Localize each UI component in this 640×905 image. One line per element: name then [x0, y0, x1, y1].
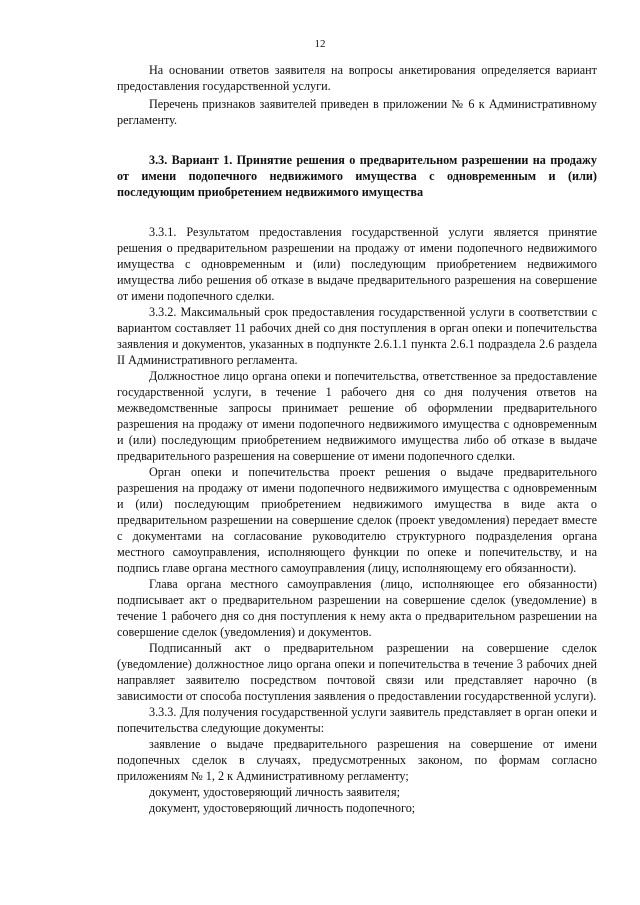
page-content [117, 62, 597, 816]
section-heading: 3.3. Вариант 1. Принятие решения о предварительном разрешении на продажу от имени подопечного недвижимого имущества с одновременным и (или) последующим приобретением недвижимого имущества [117, 153, 597, 199]
paragraph-official-decision: Должностное лицо органа опеки и попечительства, ответственное за предоставление государственной услуги, в течение 1 рабочего дня со дня получения ответов на межведомственные запросы принимает решение об оформлении предварительного разрешения на продажу от имени подопечного недвижимого имущества с одновременным и (или) последующим приобретением недвижимого имущества либо об отказе в выдаче предварительного разрешения на совершение от имени подопечного сделки. [117, 369, 597, 463]
paragraph-head-signs: Глава органа местного самоуправления (лицо, исполняющее его обязанности) подписывает акт о предварительном разрешении на совершение сделок (уведомление) в течение 1 рабочего дня со дня поступления к нему акта о предварительном разрешении на совершение сделок (уведомления) и документов. [117, 577, 597, 639]
paragraph-3-3-2: 3.3.2. Максимальный срок предоставления государственной услуги в соответствии с вариантом составляет 11 рабочих дней со дня поступления в орган опеки и попечительства заявления и документов, указанных в подпункте 2.6.1.1 пункта 2.6.1 подраздела 2.6 раздела II Административного регламента. [117, 305, 597, 367]
paragraph-3-3-3: 3.3.3. Для получения государственной услуги заявитель представляет в орган опеки и попечительства следующие документы: [117, 705, 597, 735]
paragraph-3-3-1: 3.3.1. Результатом предоставления государственной услуги является принятие решения о предварительном разрешении на продажу от имени подопечного недвижимого имущества с одновременным и (или) последующим приобретением недвижимого имущества либо решения об отказе в выдаче предварительного разрешения на совершение от имени подопечного сделки. [117, 225, 597, 303]
list-item-application: заявление о выдаче предварительного разрешения на совершение от имени подопечных сделок в случаях, предусмотренных законом, по формам согласно приложениям № 1, 2 к Административному регламенту; [117, 737, 597, 783]
list-item-applicant-id: документ, удостоверяющий личность заявителя; [149, 785, 400, 799]
page-number: 12 [314, 38, 326, 50]
list-item-ward-id: документ, удостоверяющий личность подопечного; [149, 801, 416, 815]
paragraph-intro-1: На основании ответов заявителя на вопросы анкетирования определяется вариант предоставления государственной услуги. [117, 63, 597, 93]
paragraph-signed-act: Подписанный акт о предварительном разрешении на совершение сделок (уведомление) должностное лицо органа опеки и попечительства в течение 3 рабочих дней направляет заявителю посредством почтовой связи или представляет нарочно (в зависимости от способа поступления заявления о предоставлении государственной услуги). [117, 641, 597, 703]
paragraph-draft-decision: Орган опеки и попечительства проект решения о выдаче предварительного разрешения на продажу от имени подопечного недвижимого имущества с одновременным и (или) последующим приобретением недвижимого имущества в виде акта о предварительном разрешении на совершение сделок (проект уведомления) передает вместе с документами на согласование руководителю структурного подразделения органа местного самоуправления, исполняющего функции по опеке и попечительству, и на подпись главе органа местного самоуправления (лицу, исполняющему его обязанности). [117, 465, 597, 575]
paragraph-intro-2: Перечень признаков заявителей приведен в приложении № 6 к Административному регламенту. [117, 97, 597, 127]
